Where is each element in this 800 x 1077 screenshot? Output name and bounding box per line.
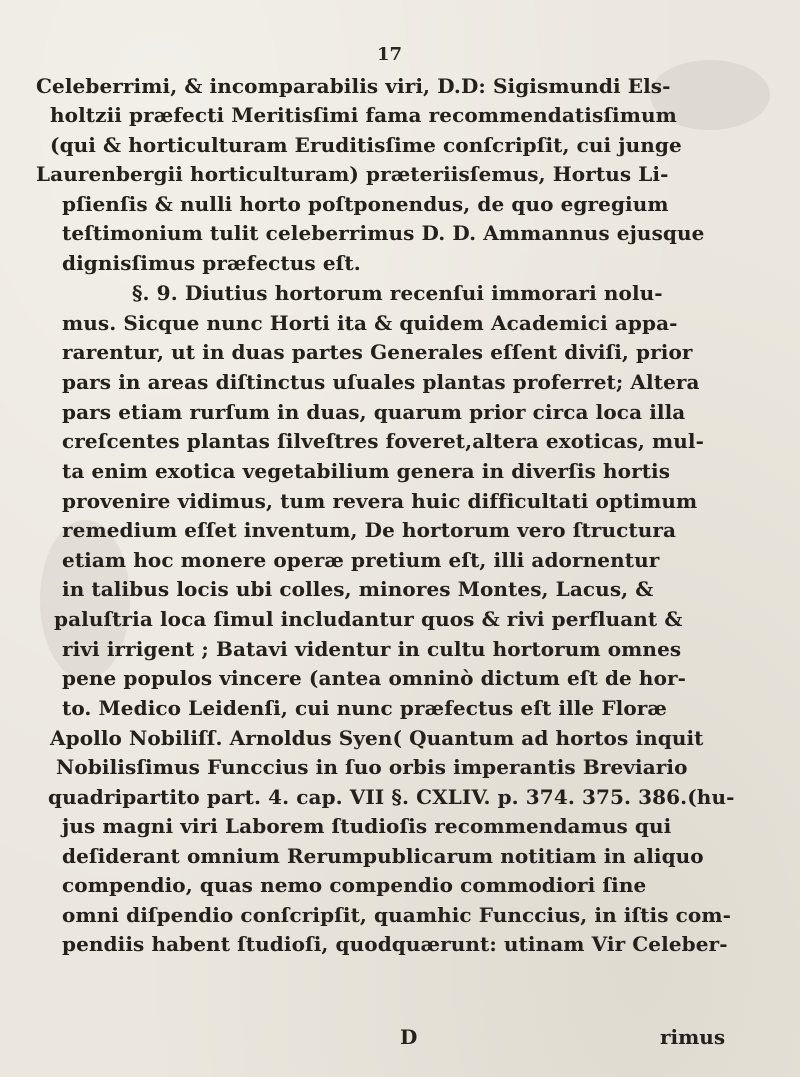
text-line: deſiderant omnium Rerumpublicarum notitiam in aliquo xyxy=(62,844,704,868)
text-line: Nobilisſimus Funccius in ſuo orbis imperantis Breviario xyxy=(56,755,688,779)
text-line: to. Medico Leidenſi, cui nunc præfectus eſt ille Floræ xyxy=(62,696,667,720)
text-line: mus. Sicque nunc Horti ita & quidem Academici appa- xyxy=(62,311,678,335)
text-line: provenire vidimus, tum revera huic difficultati optimum xyxy=(62,489,698,513)
text-line: jus magni viri Laborem ſtudioſis recommendamus qui xyxy=(62,814,672,838)
text-line: quadripartito part. 4. cap. VII §. CXLIV. p. 374. 375. 386.(hu- xyxy=(48,785,735,809)
page-number: 17 xyxy=(377,44,403,65)
section-heading-line: §. 9. Diutius hortorum recenſui immorari nolu- xyxy=(132,281,663,305)
text-line: rarentur, ut in duas partes Generales eſſent diviſi, prior xyxy=(62,340,693,364)
text-line: Laurenbergii horticulturam) præteriisſemus, Hortus Li- xyxy=(36,162,669,186)
text-line: rivi irrigent ; Batavi videntur in cultu hortorum omnes xyxy=(62,637,682,661)
text-line: compendio, quas nemo compendio commodiori ſine xyxy=(62,873,647,897)
text-line: paluſtria loca ſimul includantur quos & rivi perfluant & xyxy=(54,607,683,631)
text-line: Apollo Nobiliſſ. Arnoldus Syen( Quantum ad hortos inquit xyxy=(50,726,704,750)
catchword: rimus xyxy=(660,1025,726,1049)
text-line: pars etiam rurſum in duas, quarum prior circa loca illa xyxy=(62,400,686,424)
text-line: remedium eſſet inventum, De hortorum vero ſtructura xyxy=(62,518,677,542)
text-line: in talibus locis ubi colles, minores Montes, Lacus, & xyxy=(62,577,654,601)
text-line: omni diſpendio conſcripſit, quamhic Funccius, in iſtis com- xyxy=(62,903,732,927)
text-line: etiam hoc monere operæ pretium eſt, illi adornentur xyxy=(62,548,660,572)
text-line: Celeberrimi, & incomparabilis viri, D.D: Sigismundi Els- xyxy=(36,74,671,98)
text-line: creſcentes plantas ſilveſtres foveret,altera exoticas, mul- xyxy=(62,429,705,453)
text-line: dignisſimus præfectus eſt. xyxy=(62,251,361,275)
text-line: pene populos vincere (antea omninò dictum eſt de hor- xyxy=(62,666,687,690)
signature-mark: D xyxy=(400,1025,418,1049)
text-line: (qui & horticulturam Eruditisſime conſcripſit, cui junge xyxy=(50,133,682,157)
text-line: teſtimonium tulit celeberrimus D. D. Ammannus ejusque xyxy=(62,221,705,245)
text-line: ta enim exotica vegetabilium genera in diverſis hortis xyxy=(62,459,671,483)
text-line: holtzii præfecti Meritisſimi fama recommendatisſimum xyxy=(50,103,677,127)
text-line: pars in areas diſtinctus uſuales plantas proferret; Altera xyxy=(62,370,700,394)
text-line: pendiis habent ſtudioſi, quodquærunt: utinam Vir Celeber- xyxy=(62,932,728,956)
text-line: pſienſis & nulli horto poſtponendus, de quo egregium xyxy=(62,192,669,216)
